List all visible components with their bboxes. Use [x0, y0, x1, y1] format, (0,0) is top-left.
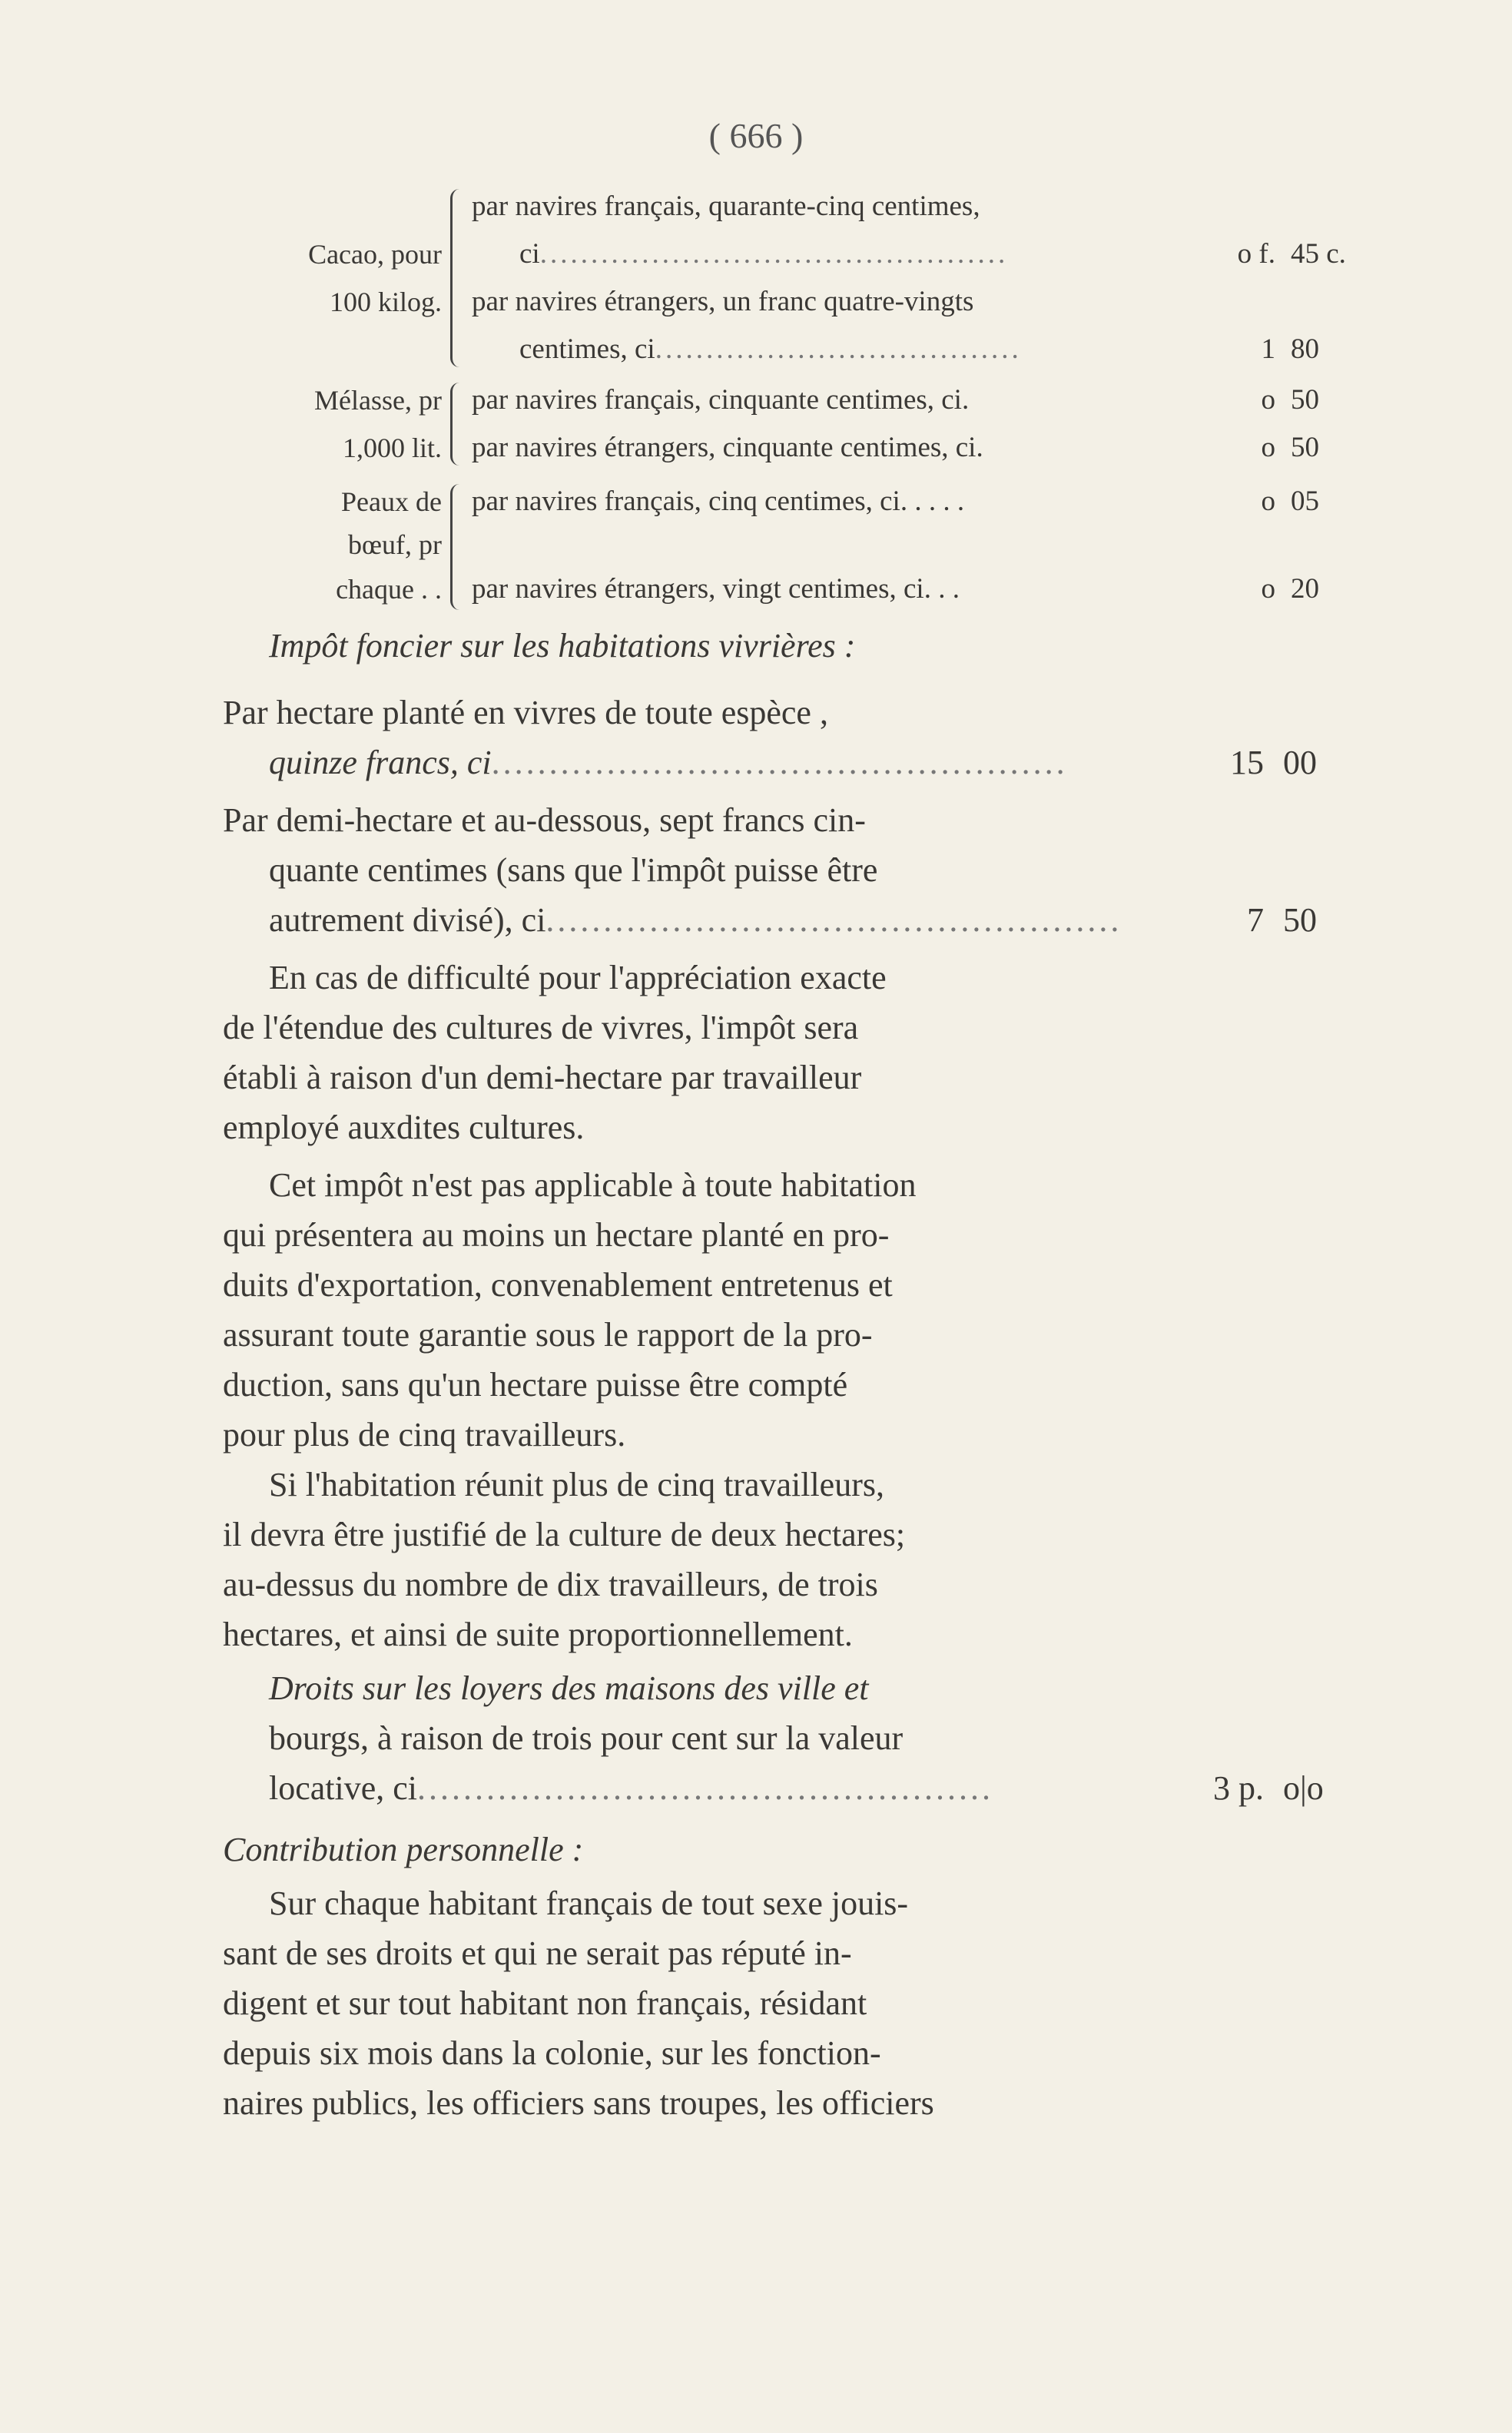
option-line: par navires étrangers, vingt centimes, ci. . . [472, 573, 960, 605]
paragraph: Cet impôt n'est pas applicable à toute habitation qui présentera au moins un hectare planté en pro- duits d'exportation, convenablement entretenus et assurant toute garantie sous le rapport de la pro- duction, sans qu'un hectare puisse être compté pour plus de cinq travailleurs. [223, 1166, 917, 1454]
page-number: ( 666 ) [708, 116, 804, 155]
paragraph: En cas de difficulté pour l'appréciation exacte de l'étendue des cultures de vivres, l'impôt sera établi à raison d'un demi-hectare par travailleur employé auxdites cultures. [223, 959, 887, 1146]
item-droits: Droits sur les loyers des maisons des ville et bourgs, à raison de trois pour cent sur la valeur locative, ci.................................................. [269, 1669, 994, 1807]
option-line: par navires étrangers, cinquante centimes, ci. [472, 432, 983, 463]
tariff-melasse: Mélasse, pr 1,000 lit. par navires français, cinquante centimes, ci. par navires étrangers, cinquante centimes, ci. o 50 o 50 [177, 376, 1391, 472]
brace [450, 189, 465, 367]
option-line: par navires français, cinq centimes, ci. . . . . [472, 486, 965, 517]
tariff-label: Cacao, pour [308, 239, 442, 270]
document-page: ( 666 ) Cacao, pour 100 kilog. par navires français, quarante-cinq centimes, ci.............................................. par navires étrangers, un franc quatre-vingts centimes, ci.................................... o f. 45 c. 1 80 Mélasse, pr 1,000 lit. par navires français, cinquante centimes, ci. par navires étrangers, cinquante centimes, ci. o 50 o 50 Peaux de bœuf, pr chaque . . par navires français, cinq centimes, ci. . . . . par navires étrangers, vingt centimes, ci. . . o 05 o 20 Impôt foncier sur les habitations vivrières : Par hectare planté en vivres de toute espèce , quinze francs, ci.................................................. 15 00 Par demi-hectare et au-dessous, sept francs cin- quante centimes (sans que l'impôt puisse être autrement divisé), ci.................................................. 7 50 En cas de difficulté pour l'appréciation exacte de l'étendue des cultures de vivres, l'impôt sera établi à raison d'un demi-hectare par travailleur employé auxdites cultures. Cet impôt n'est pas applicable à toute habitation qui présentera au moins un hectare planté en pro- duits d'exportation, convenablement entretenus et assurant toute garantie sous le rapport de la pro- duction, sans qu'un hectare puisse être compté pour plus de cinq travailleurs. Si l'habitation réunit plus de cinq travailleurs, il devra être justifié de la culture de deux hectares; au-dessus du nombre de dix travailleurs, de trois hectares, et ainsi de suite proportionnellement. Droits sur les loyers des maisons des ville et bourgs, à raison de trois pour cent sur la valeur locative, ci.................................................. 3 p. o|o Contribution personnelle : Sur chaque habitant français de tout sexe jouis- sant de ses droits et qui ne serait pas réputé in- digent et sur tout habitant non français, résidant depuis six mois dans la colonie, sur les fonction- naires publics, les officiers sans troupes, les officiers [0, 0, 1512, 2433]
section-heading-contribution: Contribution personnelle : [223, 1831, 584, 1868]
paragraph: Si l'habitation réunit plus de cinq travailleurs, il devra être justifié de la culture de deux hectares; au-dessus du nombre de dix travailleurs, de trois hectares, et ainsi de suite proportionnellement. [223, 1466, 906, 1653]
tariff-cacao: Cacao, pour 100 kilog. par navires français, quarante-cinq centimes, ci.............................................. par navires étrangers, un franc quatre-vingts centimes, ci.................................... o f. 45 c. 1 80 [177, 183, 1391, 375]
option-line: par navires français, quarante-cinq centimes, [472, 191, 980, 222]
tariff-label: 1,000 lit. [342, 433, 442, 463]
tariff-label: 100 kilog. [329, 287, 442, 317]
brace [450, 484, 465, 610]
brace [450, 383, 465, 466]
option-line: centimes, ci.................................... [519, 333, 1022, 365]
tariff-peaux: Peaux de bœuf, pr chaque . . par navires français, cinq centimes, ci. . . . . par navires étrangers, vingt centimes, ci. . . o 05 o 20 [177, 478, 1391, 608]
item-demi-hectare: Par demi-hectare et au-dessous, sept francs cin- quante centimes (sans que l'impôt puisse être autrement divisé), ci.................................................. [223, 801, 1122, 939]
tariff-label: bœuf, pr [348, 529, 442, 560]
option-line: ci.............................................. [519, 238, 1009, 270]
item-hectare: Par hectare planté en vivres de toute espèce , quinze francs, ci.................................................. [223, 694, 1068, 781]
paragraph: Sur chaque habitant français de tout sexe jouis- sant de ses droits et qui ne serait pas réputé in- digent et sur tout habitant non français, résidant depuis six mois dans la colonie, sur les fonction- naires publics, les officiers sans troupes, les officiers [223, 1884, 934, 2122]
section-heading-impot: Impôt foncier sur les habitations vivrières : [269, 627, 856, 665]
tariff-label: chaque . . [336, 574, 442, 605]
option-line: par navires étrangers, un franc quatre-vingts [472, 286, 974, 317]
option-line: par navires français, cinquante centimes, ci. [472, 384, 970, 416]
tariff-label: Mélasse, pr [314, 385, 442, 416]
tariff-label: Peaux de [341, 486, 442, 517]
